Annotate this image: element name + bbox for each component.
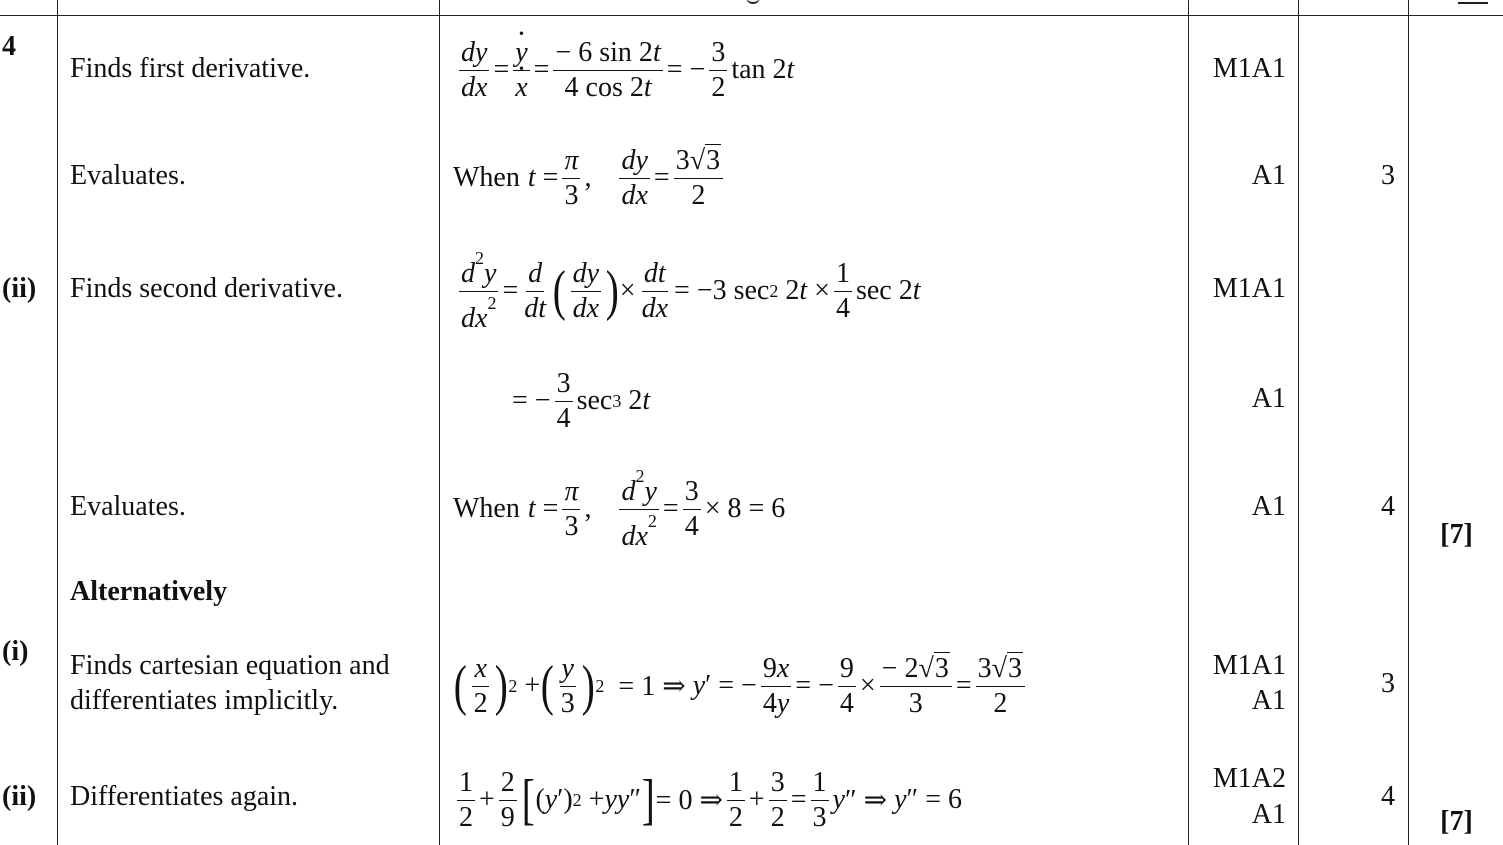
desc-evaluates-1: Evaluates. [70,160,186,191]
top-bracket-fragment [1458,0,1488,4]
col-rule-4 [1298,0,1299,845]
header-bottom-rule [0,15,1503,16]
desc-first-derivative: Finds first derivative. [70,53,311,84]
total-row5: 4 [1381,491,1395,522]
desc-alternatively: Alternatively [70,576,228,607]
desc-second-derivative: Finds second derivative. [70,273,343,304]
marks-row8a: M1A2 [1212,763,1286,794]
total-row7: 3 [1381,668,1395,699]
grand-total-1: [7] [1440,519,1473,550]
desc-differentiates-again: Differentiates again. [70,781,299,812]
math-differentiate-again: $\frac{1}{2}$ + $\frac{2}{9}$ [ ( y ′) 2 + yy ″ ] = 0 ⇒ $\frac{1}{2}$ + $\frac{3}{2}$ = $\frac{1}{3}$ y ″ ⇒ y ″ = 6 [459,767,962,833]
math-evaluate-first: When t = $\frac{\pi}{3}$ , $\frac{dy}{dx}$ = $\frac{3√3}{2}$ [453,142,727,214]
marks-row7b: A1 [1251,685,1286,716]
total-row8: 4 [1381,781,1395,812]
desc-cartesian-line1: Finds cartesian equation and [70,650,390,681]
marks-row4: A1 [1251,383,1286,414]
col-rule-5 [1408,0,1409,845]
qnum-i-alt: (i) [2,636,29,667]
desc-evaluates-2: Evaluates. [70,491,186,522]
desc-cartesian-line2: differentiates implicitly. [70,685,339,716]
col-rule-3 [1188,0,1189,845]
marks-row7a: M1A1 [1212,650,1286,681]
marks-row1: M1A1 [1212,53,1286,84]
qnum-ii: (ii) [2,273,37,304]
math-cartesian: ( $\frac{x}{2}$ ) 2 + ( $\frac{y}{3}$ ) 2 = 1 ⇒ y ′ = − $\frac{9x}{4y}$ = − $\frac{9}{4}$ × $\frac{- 2√3}{3}$ = $\frac{3√3}{2}$ [453,648,1029,724]
top-fragment [746,0,760,4]
qnum-ii-alt: (ii) [2,781,37,812]
grand-total-2: [7] [1440,806,1473,837]
math-evaluate-second: When t = $\frac{\pi}{3}$ , $\frac{d^2y}{dx^2}$ = $\frac{3}{4}$ × 8 = 6 [453,466,786,552]
col-rule-1 [57,0,58,845]
marks-row3: M1A1 [1212,273,1286,304]
math-second-derivative: $\frac{d^2y}{dx^2}$ = $\frac{d}{dt}$ ( $\frac{dy}{dx}$ ) × $\frac{dt}{dx}$ = −3 sec 2 2 t × $\frac{1}{4}$ sec 2 t [461,248,921,334]
qnum-4: 4 [2,31,16,62]
math-simplified: = − $\frac{3}{4}$ sec 3 2 t [512,368,651,434]
total-row2: 3 [1381,160,1395,191]
marks-row2: A1 [1251,160,1286,191]
math-first-derivative: $\frac{dy}{dx}$ = · y · x = $\frac{- 6 \sin 2t}{4 \cos 2t}$ = − $\frac{3}{2}$ tan 2 t [455,34,794,106]
col-rule-2 [439,0,440,845]
marks-row5: A1 [1251,491,1286,522]
marks-row8b: A1 [1251,799,1286,830]
